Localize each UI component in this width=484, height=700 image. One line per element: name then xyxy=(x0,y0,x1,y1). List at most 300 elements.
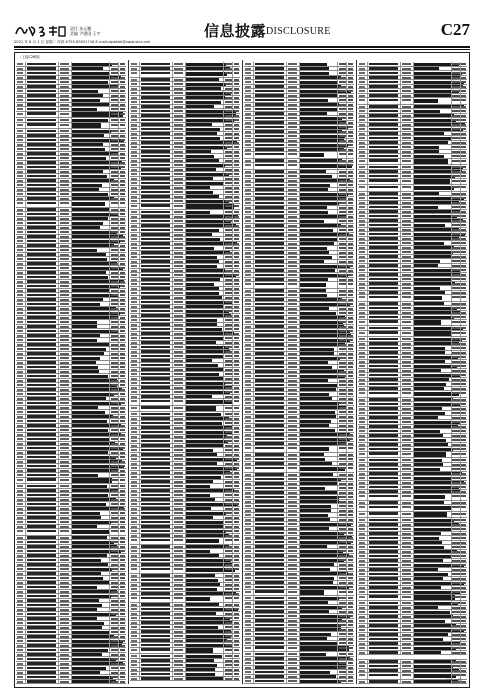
value-cell xyxy=(120,157,125,159)
table-gridline xyxy=(71,489,72,493)
value-cell xyxy=(234,575,239,577)
table-gridline xyxy=(223,300,224,304)
fund-name-cell xyxy=(141,476,170,479)
fund-name-cell xyxy=(27,352,56,355)
security-name-cell xyxy=(72,357,100,360)
value-cell xyxy=(234,229,239,231)
value-cell xyxy=(120,299,125,301)
table-gridline xyxy=(337,130,338,134)
value-cell xyxy=(120,353,125,355)
row-index-cell xyxy=(131,535,137,537)
fund-name-cell xyxy=(255,615,284,618)
table-gridline xyxy=(253,388,254,392)
value-cell xyxy=(120,135,125,137)
table-gridline xyxy=(253,98,254,102)
security-code-cell xyxy=(174,119,183,121)
table-gridline xyxy=(253,379,254,383)
table-gridline xyxy=(139,430,140,434)
security-name-cell xyxy=(72,276,108,279)
value-cell xyxy=(120,393,125,395)
row-index-cell xyxy=(245,99,251,101)
table-gridline xyxy=(185,616,186,620)
table-gridline xyxy=(109,653,110,657)
row-index-cell xyxy=(245,510,251,512)
fund-name-cell xyxy=(27,357,56,360)
security-name-cell xyxy=(300,184,330,187)
security-code-cell xyxy=(288,279,297,281)
table-gridline xyxy=(109,644,110,648)
table-gridline xyxy=(118,123,119,129)
table-gridline xyxy=(58,85,59,89)
table-gridline xyxy=(71,94,72,98)
table-gridline xyxy=(58,626,59,630)
table-gridline xyxy=(139,444,140,448)
table-gridline xyxy=(346,237,347,241)
row-index-cell xyxy=(17,258,23,260)
table-gridline xyxy=(346,628,347,632)
value-cell xyxy=(348,99,353,101)
table-gridline xyxy=(58,212,59,216)
table-gridline xyxy=(299,610,300,614)
table-gridline xyxy=(286,352,287,356)
table-gridline xyxy=(118,401,119,405)
fund-name-cell xyxy=(255,379,284,382)
table-gridline xyxy=(337,605,338,609)
row-index-cell xyxy=(245,202,251,204)
security-code-cell xyxy=(174,247,183,249)
security-code-cell xyxy=(60,348,69,350)
table-gridline xyxy=(223,150,224,154)
value-cell xyxy=(234,297,239,299)
table-gridline xyxy=(299,289,300,293)
table-gridline xyxy=(185,296,186,300)
fund-name-cell xyxy=(27,307,56,310)
table-gridline xyxy=(299,215,300,219)
security-code-cell xyxy=(288,463,297,465)
security-code-cell xyxy=(60,375,69,377)
table-gridline xyxy=(346,576,347,580)
row-index-cell xyxy=(131,617,137,619)
table-gridline xyxy=(223,558,224,562)
table-gridline xyxy=(232,287,233,291)
table-gridline xyxy=(185,141,186,145)
fund-name-cell xyxy=(255,646,284,649)
table-gridline xyxy=(139,350,140,354)
fund-name-cell xyxy=(141,247,170,250)
table-gridline xyxy=(286,152,287,158)
fund-name-cell xyxy=(27,226,56,229)
table-gridline xyxy=(223,484,224,488)
table-gridline xyxy=(58,493,59,497)
fund-name-cell xyxy=(141,137,170,140)
table-gridline xyxy=(185,67,186,71)
fund-name-cell xyxy=(255,63,284,66)
table-gridline xyxy=(109,489,110,493)
table-gridline xyxy=(185,475,186,479)
table-gridline xyxy=(172,345,173,349)
table-gridline xyxy=(286,614,287,618)
table-gridline xyxy=(232,91,233,95)
table-gridline xyxy=(232,390,233,394)
table-gridline xyxy=(460,94,461,98)
table-gridline xyxy=(232,282,233,286)
table-gridline xyxy=(109,397,110,401)
security-code-cell xyxy=(174,292,183,294)
table-gridline xyxy=(337,159,338,163)
table-gridline xyxy=(286,273,287,277)
row-index-cell xyxy=(245,303,251,305)
table-gridline xyxy=(109,134,110,138)
table-gridline xyxy=(253,406,254,410)
table-gridline xyxy=(253,486,254,490)
security-name-cell xyxy=(186,512,226,515)
security-code-cell xyxy=(174,440,183,442)
table-gridline xyxy=(299,67,300,71)
table-gridline xyxy=(109,657,110,661)
table-gridline xyxy=(299,228,300,232)
table-gridline xyxy=(71,473,72,477)
security-code-cell xyxy=(174,101,183,103)
table-gridline xyxy=(109,62,110,66)
table-gridline xyxy=(139,507,140,511)
fund-name-cell xyxy=(27,559,56,562)
table-gridline xyxy=(25,71,26,75)
table-gridline xyxy=(223,228,224,232)
security-code-cell xyxy=(60,393,69,395)
table-gridline xyxy=(185,190,186,194)
table-gridline xyxy=(337,260,338,264)
fund-name-cell xyxy=(27,361,56,364)
fund-name-cell xyxy=(141,512,170,515)
fund-name-cell xyxy=(255,577,284,580)
row-index-cell xyxy=(131,568,137,570)
value-cell xyxy=(348,642,353,644)
fund-name-cell xyxy=(255,303,284,306)
row-index-cell xyxy=(245,326,251,328)
row-index-cell xyxy=(131,274,137,276)
security-code-cell xyxy=(288,312,297,314)
table-gridline xyxy=(232,67,233,71)
table-gridline xyxy=(118,138,119,142)
table-gridline xyxy=(109,529,110,535)
table-gridline xyxy=(139,471,140,475)
row-index-cell xyxy=(245,624,251,626)
table-gridline xyxy=(25,675,26,679)
table-gridline xyxy=(346,334,347,338)
row-index-cell xyxy=(131,160,137,162)
table-gridline xyxy=(71,549,72,553)
table-gridline xyxy=(223,612,224,616)
table-gridline xyxy=(299,619,300,623)
row-index-cell xyxy=(17,249,23,251)
security-name-cell xyxy=(300,247,327,250)
table-gridline xyxy=(232,204,233,210)
fund-name-cell xyxy=(255,568,284,571)
value-cell xyxy=(461,72,466,74)
value-cell xyxy=(234,72,239,74)
fund-name-cell xyxy=(27,503,56,506)
table-gridline xyxy=(139,195,140,199)
value-cell xyxy=(120,447,125,449)
security-name-cell xyxy=(72,222,103,225)
security-code-cell xyxy=(60,479,69,481)
security-name-cell xyxy=(186,507,211,510)
row-index-cell xyxy=(131,512,137,514)
row-index-cell xyxy=(17,236,23,238)
section-title-english: DISCLOSURE xyxy=(266,26,331,37)
security-code-cell xyxy=(288,564,297,566)
table-gridline xyxy=(58,437,59,441)
row-index-cell xyxy=(245,261,251,263)
table-gridline xyxy=(232,471,233,475)
fund-name-cell xyxy=(27,393,56,396)
security-code-cell xyxy=(174,458,183,460)
table-gridline xyxy=(232,296,233,300)
row-index-cell xyxy=(131,200,137,202)
table-gridline xyxy=(299,62,300,66)
table-gridline xyxy=(286,361,287,365)
security-name-cell xyxy=(300,491,338,494)
table-gridline xyxy=(58,662,59,666)
value-cell xyxy=(120,218,125,220)
value-cell xyxy=(234,133,239,135)
value-cell xyxy=(348,658,353,660)
table-gridline xyxy=(71,129,72,133)
table-gridline xyxy=(118,599,119,603)
table-gridline xyxy=(109,107,110,111)
table-gridline xyxy=(337,675,338,679)
table-gridline xyxy=(25,498,26,502)
security-code-cell xyxy=(60,425,69,427)
value-cell xyxy=(461,106,466,108)
value-cell xyxy=(234,593,239,595)
row-index-cell xyxy=(17,512,23,514)
table-gridline xyxy=(109,424,110,428)
table-gridline xyxy=(118,365,119,369)
table-gridline xyxy=(109,666,110,670)
fund-name-cell xyxy=(27,303,56,306)
table-gridline xyxy=(223,529,224,533)
value-cell xyxy=(120,512,125,514)
table-gridline xyxy=(25,365,26,369)
table-gridline xyxy=(253,462,254,466)
security-code-cell xyxy=(60,193,69,195)
security-name-cell xyxy=(300,269,335,272)
row-index-cell xyxy=(131,220,137,222)
table-gridline xyxy=(346,590,347,596)
row-index-cell xyxy=(245,611,251,613)
row-index-cell xyxy=(245,438,251,440)
row-index-cell xyxy=(17,420,23,422)
table-gridline xyxy=(299,628,300,632)
table-gridline xyxy=(118,67,119,71)
table-gridline xyxy=(299,210,300,214)
table-gridline xyxy=(299,174,300,178)
security-code-cell xyxy=(174,133,183,135)
table-gridline xyxy=(286,112,287,116)
fund-name-cell xyxy=(141,644,170,647)
value-cell xyxy=(348,265,353,267)
table-gridline xyxy=(232,224,233,228)
security-name-cell xyxy=(72,474,98,477)
value-cell xyxy=(120,645,125,647)
value-cell xyxy=(120,240,125,242)
table-gridline xyxy=(286,536,287,540)
fund-name-cell xyxy=(255,527,284,530)
table-gridline xyxy=(25,165,26,169)
table-gridline xyxy=(58,280,59,284)
table-gridline xyxy=(337,107,338,111)
table-gridline xyxy=(253,401,254,405)
fund-name-cell xyxy=(27,267,56,270)
table-gridline xyxy=(223,643,224,647)
fund-name-cell xyxy=(141,164,170,167)
table-gridline xyxy=(58,289,59,293)
table-gridline xyxy=(109,320,110,324)
fund-name-cell xyxy=(27,202,56,205)
table-gridline xyxy=(337,495,338,499)
table-gridline xyxy=(109,257,110,261)
table-gridline xyxy=(337,392,338,396)
value-cell xyxy=(348,434,353,436)
table-gridline xyxy=(346,549,347,553)
table-gridline xyxy=(58,498,59,502)
row-index-cell xyxy=(131,182,137,184)
security-code-cell xyxy=(174,512,183,514)
table-gridline xyxy=(118,639,119,643)
table-gridline xyxy=(337,210,338,214)
table-gridline xyxy=(25,179,26,183)
value-cell xyxy=(120,499,125,501)
table-gridline xyxy=(118,161,119,165)
table-gridline xyxy=(337,298,338,302)
value-cell xyxy=(120,546,125,548)
row-index-cell xyxy=(245,662,251,664)
value-cell xyxy=(234,481,239,483)
table-gridline xyxy=(337,139,338,143)
table-gridline xyxy=(25,599,26,603)
table-gridline xyxy=(109,473,110,477)
table-gridline xyxy=(25,639,26,643)
table-gridline xyxy=(118,98,119,102)
security-code-cell xyxy=(174,106,183,108)
row-index-cell xyxy=(245,238,251,240)
fund-name-cell xyxy=(27,604,56,607)
table-gridline xyxy=(139,417,140,421)
table-gridline xyxy=(172,228,173,232)
table-gridline xyxy=(337,374,338,378)
row-index-cell xyxy=(245,620,251,622)
security-code-cell xyxy=(288,407,297,409)
security-code-cell xyxy=(288,454,297,456)
value-cell xyxy=(234,137,239,139)
value-cell xyxy=(120,537,125,539)
row-index-cell xyxy=(359,72,365,74)
security-code-cell xyxy=(174,178,183,180)
table-gridline xyxy=(118,662,119,666)
table-gridline xyxy=(118,424,119,428)
table-gridline xyxy=(71,208,72,212)
security-code-cell xyxy=(60,86,69,88)
table-gridline xyxy=(118,94,119,98)
security-code-cell xyxy=(174,324,183,326)
security-name-cell xyxy=(300,307,329,310)
table-gridline xyxy=(58,581,59,585)
table-gridline xyxy=(346,242,347,246)
security-code-cell xyxy=(60,95,69,97)
table-gridline xyxy=(286,116,287,120)
value-cell xyxy=(348,532,353,534)
value-cell xyxy=(348,198,353,200)
table-gridline xyxy=(58,347,59,351)
table-gridline xyxy=(232,616,233,620)
fund-name-cell xyxy=(141,177,170,180)
table-gridline xyxy=(346,453,347,457)
table-gridline xyxy=(223,109,224,113)
security-name-cell xyxy=(72,393,114,396)
security-name-cell xyxy=(186,260,219,263)
table-gridline xyxy=(232,558,233,562)
security-code-cell xyxy=(174,526,183,528)
table-gridline xyxy=(232,368,233,372)
table-gridline xyxy=(185,195,186,199)
security-code-cell xyxy=(288,523,297,525)
table-gridline xyxy=(286,446,287,452)
value-cell xyxy=(120,335,125,337)
value-cell xyxy=(348,113,353,115)
table-gridline xyxy=(185,287,186,291)
fund-name-cell xyxy=(255,633,284,636)
table-gridline xyxy=(139,296,140,300)
table-gridline xyxy=(58,666,59,670)
table-gridline xyxy=(139,426,140,430)
table-gridline xyxy=(346,637,347,641)
table-gridline xyxy=(58,275,59,279)
row-index-cell xyxy=(359,106,365,108)
table-gridline xyxy=(185,163,186,167)
table-gridline xyxy=(118,302,119,306)
row-index-cell xyxy=(17,276,23,278)
row-index-cell xyxy=(131,575,137,577)
table-gridline xyxy=(232,538,233,544)
fund-name-cell xyxy=(141,368,170,371)
security-code-cell xyxy=(60,503,69,505)
holdings-table-column-2 xyxy=(130,62,240,684)
table-gridline xyxy=(185,399,186,405)
row-index-cell xyxy=(131,564,137,566)
table-gridline xyxy=(253,632,254,636)
security-code-cell xyxy=(402,95,411,97)
fund-name-cell xyxy=(27,339,56,342)
table-gridline xyxy=(413,94,414,98)
row-index-cell xyxy=(245,317,251,319)
security-name-cell xyxy=(300,312,336,315)
security-code-cell xyxy=(288,321,297,323)
value-cell xyxy=(234,328,239,330)
table-gridline xyxy=(109,325,110,329)
fund-name-cell xyxy=(141,110,170,113)
fund-name-cell xyxy=(255,653,284,656)
table-gridline xyxy=(337,482,338,486)
row-index-cell xyxy=(131,79,137,81)
table-gridline xyxy=(286,71,287,75)
table-gridline xyxy=(172,87,173,91)
table-gridline xyxy=(58,302,59,306)
table-gridline xyxy=(299,201,300,205)
row-index-cell xyxy=(245,330,251,332)
row-index-cell xyxy=(17,90,23,92)
table-gridline xyxy=(185,489,186,493)
